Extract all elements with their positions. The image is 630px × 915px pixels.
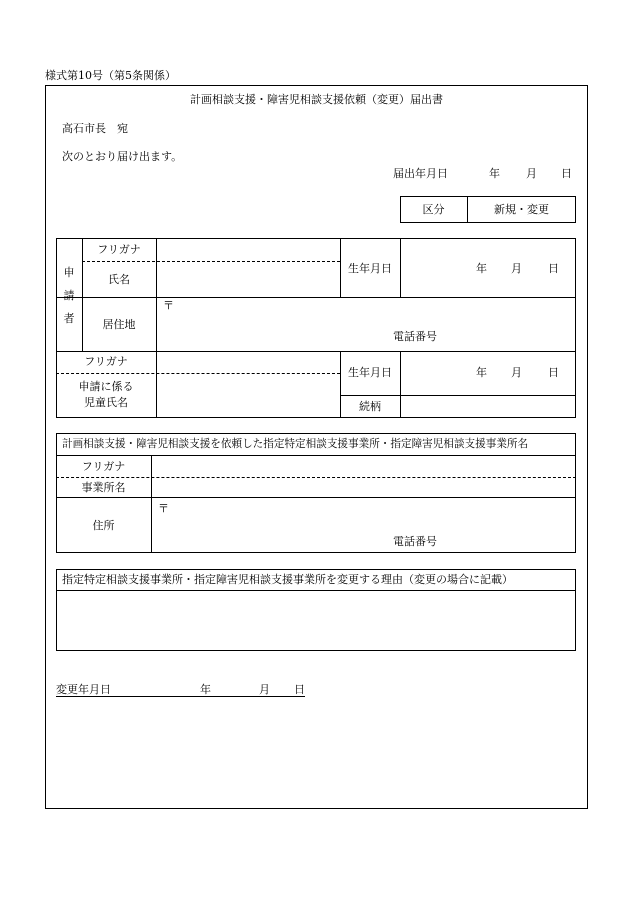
filing-date-day: 日 [561, 167, 572, 180]
child-furigana-field[interactable] [157, 352, 340, 373]
office-phone-label: 電話番号 [393, 535, 437, 548]
change-date-field[interactable] [116, 680, 305, 696]
reason-field[interactable] [57, 591, 575, 650]
page-title: 計画相談支援・障害児相談支援依頼（変更）届出書 [190, 93, 443, 106]
change-date-year: 年 [200, 683, 211, 696]
office-furigana-label: フリガナ [81, 460, 126, 473]
filing-date-field[interactable] [455, 164, 570, 182]
filing-date-year: 年 [489, 167, 500, 180]
filing-date-label: 届出年月日 [393, 167, 448, 180]
applicant-birth-month: 月 [511, 262, 522, 275]
form-number: 様式第10号（第5条関係） [45, 69, 176, 82]
child-birth-year: 年 [476, 366, 487, 379]
applicant-birth-day: 日 [548, 262, 559, 275]
addressee: 高石市長 宛 [62, 122, 128, 135]
office-header: 計画相談支援・障害児相談支援を依頼した指定特定相談支援事業所・指定障害児相談支援事業所名 [62, 438, 529, 450]
change-date-month: 月 [259, 683, 270, 696]
child-furigana-label: フリガナ [84, 355, 128, 368]
child-relation-field[interactable] [401, 396, 576, 418]
office-address-label: 住所 [92, 519, 115, 532]
applicant-furigana-label: フリガナ [97, 243, 141, 256]
applicant-birth-year: 年 [476, 262, 487, 275]
child-birth-month: 月 [511, 366, 522, 379]
applicant-side-char-1: 申 [63, 266, 75, 279]
applicant-postal-mark: 〒 [163, 299, 174, 312]
change-date-underline [56, 696, 305, 697]
child-name-label-line2: 児童氏名 [84, 396, 128, 409]
change-date-label: 変更年月日 [56, 683, 111, 696]
office-address-field[interactable] [152, 498, 576, 553]
change-date-day: 日 [294, 683, 305, 696]
applicant-address-field[interactable] [157, 298, 576, 351]
applicant-furigana-field[interactable] [157, 239, 340, 261]
applicant-birthdate-label: 生年月日 [348, 262, 392, 275]
applicant-side-char-2: 請 [63, 289, 75, 302]
office-furigana-field[interactable] [152, 456, 576, 477]
child-birth-day: 日 [548, 366, 559, 379]
category-label: 区分 [422, 203, 445, 216]
child-relation-label: 続柄 [359, 400, 381, 413]
child-name-label-line1: 申請に係る [78, 380, 134, 393]
filing-date-month: 月 [526, 167, 537, 180]
child-name-field[interactable] [157, 374, 340, 418]
office-name-label: 事業所名 [81, 481, 126, 494]
office-name-field[interactable] [152, 478, 576, 497]
category-value[interactable]: 新規・変更 [494, 203, 549, 216]
applicant-phone-label: 電話番号 [393, 330, 437, 343]
applicant-name-field[interactable] [157, 262, 340, 297]
applicant-name-label: 氏名 [108, 273, 130, 286]
applicant-address-label: 居住地 [102, 318, 136, 331]
intro-text: 次のとおり届け出ます。 [62, 150, 183, 163]
child-birthdate-label: 生年月日 [348, 366, 392, 379]
applicant-side-char-3: 者 [63, 312, 75, 325]
reason-header: 指定特定相談支援事業所・指定障害児相談支援事業所を変更する理由（変更の場合に記載） [62, 573, 513, 586]
office-postal-mark: 〒 [158, 502, 169, 515]
